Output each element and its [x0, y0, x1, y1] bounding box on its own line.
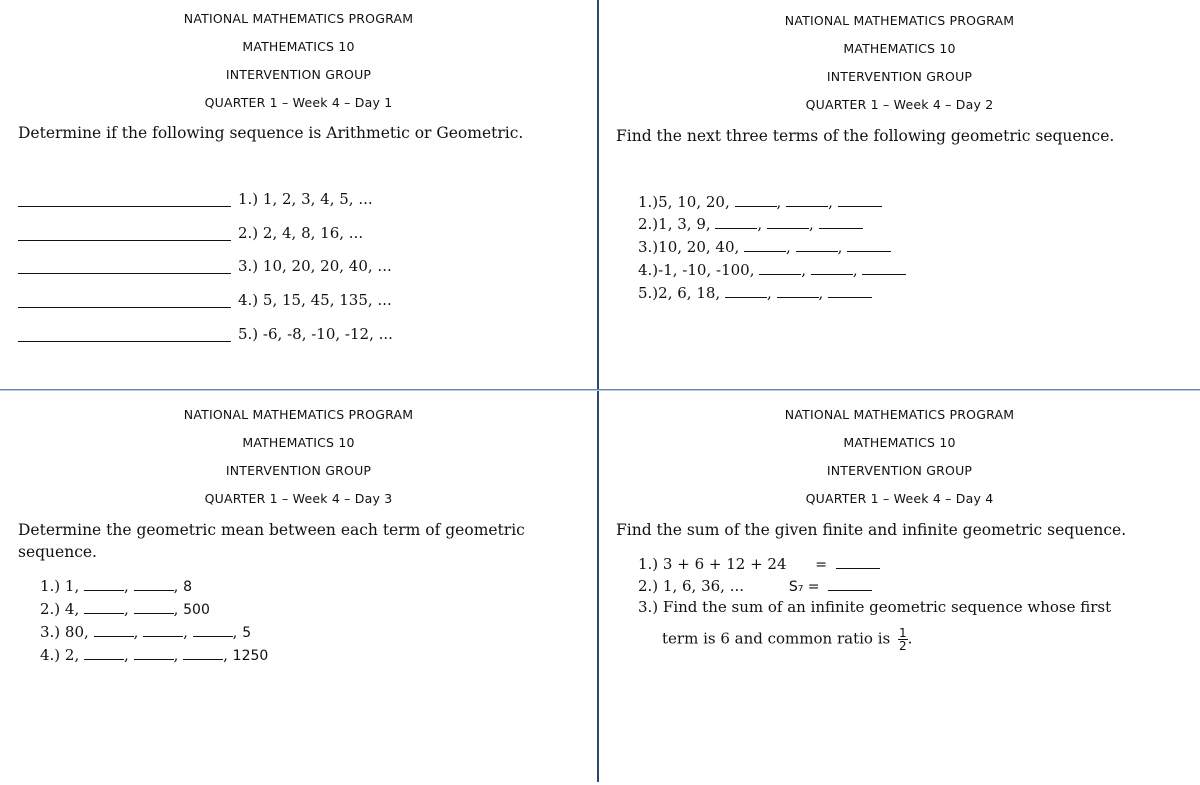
- program-title: NATIONAL MATHEMATICS PROGRAM: [183, 11, 414, 26]
- sequence-item-2: 2.) 2, 4, 8, 16, ...: [238, 224, 364, 242]
- blank: [828, 576, 872, 591]
- answer-line-1: [18, 206, 231, 207]
- blank: [838, 192, 882, 207]
- subject-title: MATHEMATICS 10: [242, 39, 355, 54]
- blank: [134, 576, 174, 591]
- blank: [143, 622, 183, 637]
- worksheet-day-1: [0, 0, 597, 389]
- blank: [862, 260, 906, 275]
- blank: [84, 645, 124, 660]
- answer-line-4: [18, 307, 231, 308]
- blank: [759, 260, 801, 275]
- quarter-title: QUARTER 1 – Week 4 – Day 4: [805, 491, 994, 506]
- sequence-terms: 1.)5, 10, 20,: [638, 193, 730, 211]
- mean-item-1: 1.) 1, , , 8: [40, 577, 193, 595]
- quarter-title: QUARTER 1 – Week 4 – Day 2: [805, 97, 994, 112]
- last-term: 8: [183, 579, 193, 595]
- first-term: 2.) 4,: [40, 600, 80, 618]
- first-term: 3.) 80,: [40, 623, 89, 641]
- worksheet-day-4: [599, 391, 1200, 785]
- blank: [183, 645, 223, 660]
- quarter-title: QUARTER 1 – Week 4 – Day 1: [204, 95, 393, 110]
- worksheet-day-2: [599, 0, 1200, 389]
- blank: [744, 237, 786, 252]
- sequence-item-4: 4.)-1, -10, -100, , ,: [638, 260, 906, 279]
- fraction-numerator: 1: [898, 626, 907, 640]
- blank: [715, 214, 757, 229]
- blank: [134, 645, 174, 660]
- blank: [725, 283, 767, 298]
- instruction: Determine if the following sequence is Arithmetic or Geometric.: [18, 124, 524, 142]
- blank: [847, 237, 891, 252]
- quarter-title: QUARTER 1 – Week 4 – Day 3: [204, 491, 393, 506]
- sum-item-3-line-1: 3.) Find the sum of an infinite geometric sequence whose first: [638, 598, 1112, 616]
- sequence-terms: 4.)-1, -10, -100,: [638, 261, 755, 279]
- subject-title: MATHEMATICS 10: [843, 41, 956, 56]
- blank: [828, 283, 872, 298]
- blank: [819, 214, 863, 229]
- ratio-text: term is 6 and common ratio is: [662, 629, 891, 648]
- program-title: NATIONAL MATHEMATICS PROGRAM: [784, 407, 1015, 422]
- group-title: INTERVENTION GROUP: [826, 69, 973, 84]
- sequence-item-4: 4.) 5, 15, 45, 135, ...: [238, 291, 392, 309]
- fraction-one-half: [898, 627, 908, 652]
- sequence-item-5: 5.)2, 6, 18, , ,: [638, 283, 872, 302]
- sequence-terms: 2.) 1, 6, 36, ...: [638, 577, 745, 595]
- sequence-item-1: 1.)5, 10, 20, , ,: [638, 192, 882, 211]
- instruction: Determine the geometric mean between each term of geometric sequence.: [18, 521, 525, 561]
- blank: [84, 599, 124, 614]
- blank: [811, 260, 853, 275]
- group-title: INTERVENTION GROUP: [826, 463, 973, 478]
- sequence-terms: 5.)2, 6, 18,: [638, 284, 721, 302]
- sequence-item-5: 5.) -6, -8, -10, -12, ...: [238, 325, 393, 343]
- sum-item-2: [638, 576, 872, 595]
- fraction-denominator: 2: [898, 639, 907, 653]
- sequence-item-3: 3.)10, 20, 40, , ,: [638, 237, 891, 256]
- subject-title: MATHEMATICS 10: [843, 435, 956, 450]
- worksheet-day-3: [0, 391, 597, 785]
- sequence-item-3: 3.) 10, 20, 20, 40, ...: [238, 257, 392, 275]
- mean-item-3: 3.) 80, , , , 5: [40, 623, 252, 641]
- blank: [94, 622, 134, 637]
- last-term: 1250: [232, 648, 269, 664]
- sum-item-3-line-2: [662, 627, 912, 652]
- blank: [777, 283, 819, 298]
- program-title: NATIONAL MATHEMATICS PROGRAM: [784, 13, 1015, 28]
- blank: [84, 576, 124, 591]
- last-term: 5: [242, 625, 252, 641]
- program-title: NATIONAL MATHEMATICS PROGRAM: [183, 407, 414, 422]
- instruction: Find the next three terms of the following geometric sequence.: [616, 127, 1115, 145]
- sum-item-1: [638, 554, 880, 573]
- answer-line-2: [18, 240, 231, 241]
- blank: [786, 192, 828, 207]
- subject-title: MATHEMATICS 10: [242, 435, 355, 450]
- mean-item-2: 2.) 4, , , 500: [40, 600, 210, 618]
- partial-sum-label: S₇ =: [788, 579, 820, 595]
- equals-sign: =: [815, 557, 828, 573]
- instruction: Find the sum of the given finite and infinite geometric sequence.: [616, 521, 1127, 539]
- blank: [767, 214, 809, 229]
- sequence-item-1: 1.) 1, 2, 3, 4, 5, ...: [238, 190, 373, 208]
- answer-line-3: [18, 273, 231, 274]
- blank: [796, 237, 838, 252]
- first-term: 4.) 2,: [40, 646, 80, 664]
- first-term: 1.) 1,: [40, 577, 80, 595]
- blank: [836, 554, 880, 569]
- sequence-terms: 2.)1, 3, 9,: [638, 215, 711, 233]
- period: .: [907, 629, 913, 648]
- group-title: INTERVENTION GROUP: [225, 463, 372, 478]
- mean-item-4: 4.) 2, , , , 1250: [40, 646, 269, 664]
- series-terms: 1.) 3 + 6 + 12 + 24: [638, 555, 787, 573]
- blank: [735, 192, 777, 207]
- sequence-terms: 3.)10, 20, 40,: [638, 238, 740, 256]
- blank: [134, 599, 174, 614]
- blank: [193, 622, 233, 637]
- group-title: INTERVENTION GROUP: [225, 67, 372, 82]
- answer-line-5: [18, 341, 231, 342]
- last-term: 500: [183, 602, 210, 618]
- sequence-item-2: 2.)1, 3, 9, , ,: [638, 214, 863, 233]
